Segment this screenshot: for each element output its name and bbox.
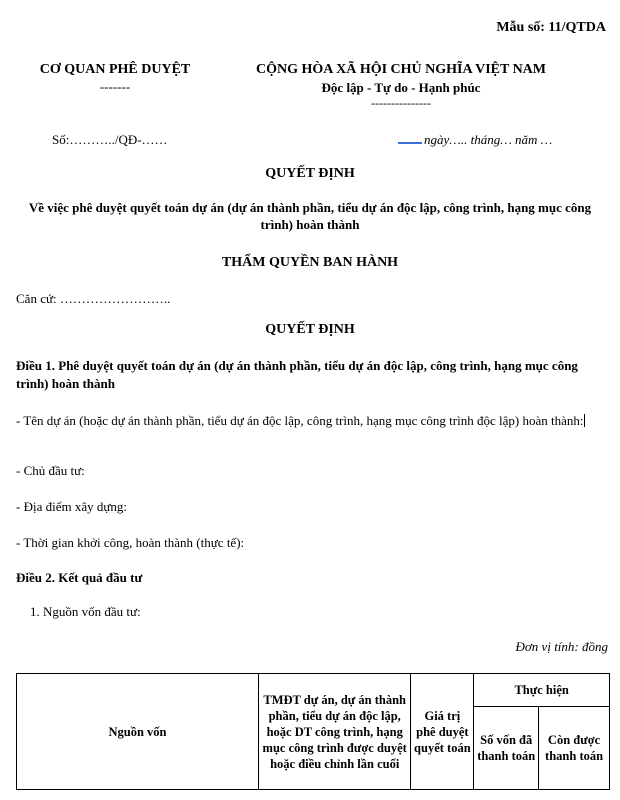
form-number: Mẫu số: 11/QTDA	[496, 20, 606, 35]
national-title: CỘNG HÒA XÃ HỘI CHỦ NGHĨA VIỆT NAM	[255, 62, 546, 77]
timeline-field[interactable]: - Thời gian khởi công, hoàn thành (thực tế):	[16, 535, 245, 550]
decision-subject: Về việc phê duyệt quyết toán dự án (dự án thành phần, tiểu dự án độc lập, công trình, hạng mục công trình) hoàn thành	[28, 200, 592, 232]
unit-label: Đơn vị tính: đồng	[515, 639, 608, 654]
header-tmdt: TMĐT dự án, dự án thành phần, tiểu dự án độc lập, hoặc DT công trình, hạng mục công trình được duyệt hoặc điều chỉnh lần cuối	[258, 674, 410, 790]
capital-source-table	[16, 673, 610, 790]
text-cursor	[584, 414, 585, 427]
legal-basis: Căn cứ: ……………………..	[16, 291, 171, 306]
investor-field[interactable]: - Chủ đầu tư:	[16, 463, 85, 478]
article-1: Điều 1. Phê duyệt quyết toán dự án (dự án thành phần, tiểu dự án độc lập, công trình, hạng mục công trình) hoàn thành	[16, 358, 578, 391]
article-2: Điều 2. Kết quả đầu tư	[16, 570, 143, 585]
decision-title: QUYẾT ĐỊNH	[265, 166, 355, 181]
header-paid: Số vốn đã thanh toán	[474, 707, 539, 790]
issuing-authority: THẨM QUYỀN BAN HÀNH	[221, 255, 399, 270]
agency-divider: -------	[99, 79, 131, 94]
document-date: ngày….. tháng… năm …	[424, 132, 553, 147]
capital-source-heading: 1. Nguồn vốn đầu tư:	[30, 604, 141, 619]
decision-heading: QUYẾT ĐỊNH	[265, 322, 355, 337]
location-field[interactable]: - Địa điểm xây dựng:	[16, 499, 128, 514]
project-name-label: - Tên dự án (hoặc dự án thành phần, tiểu dự án độc lập, công trình, hạng mục công trình độc lập) hoàn thành:	[16, 413, 584, 428]
national-motto: Độc lập - Tự do - Hạnh phúc	[321, 80, 481, 95]
approving-agency-label: CƠ QUAN PHÊ DUYỆT	[39, 62, 191, 77]
header-implementation: Thực hiện	[474, 674, 610, 707]
header-approved-value: Giá trị phê duyệt quyết toán	[411, 674, 474, 790]
header-source: Nguồn vốn	[17, 674, 259, 790]
header-remaining: Còn được thanh toán	[539, 707, 610, 790]
document-number: Số:………../QĐ-……	[52, 132, 168, 147]
motto-divider: ---------------	[371, 96, 431, 110]
place-blank-field[interactable]	[398, 142, 422, 144]
project-name-field[interactable]	[16, 412, 606, 430]
